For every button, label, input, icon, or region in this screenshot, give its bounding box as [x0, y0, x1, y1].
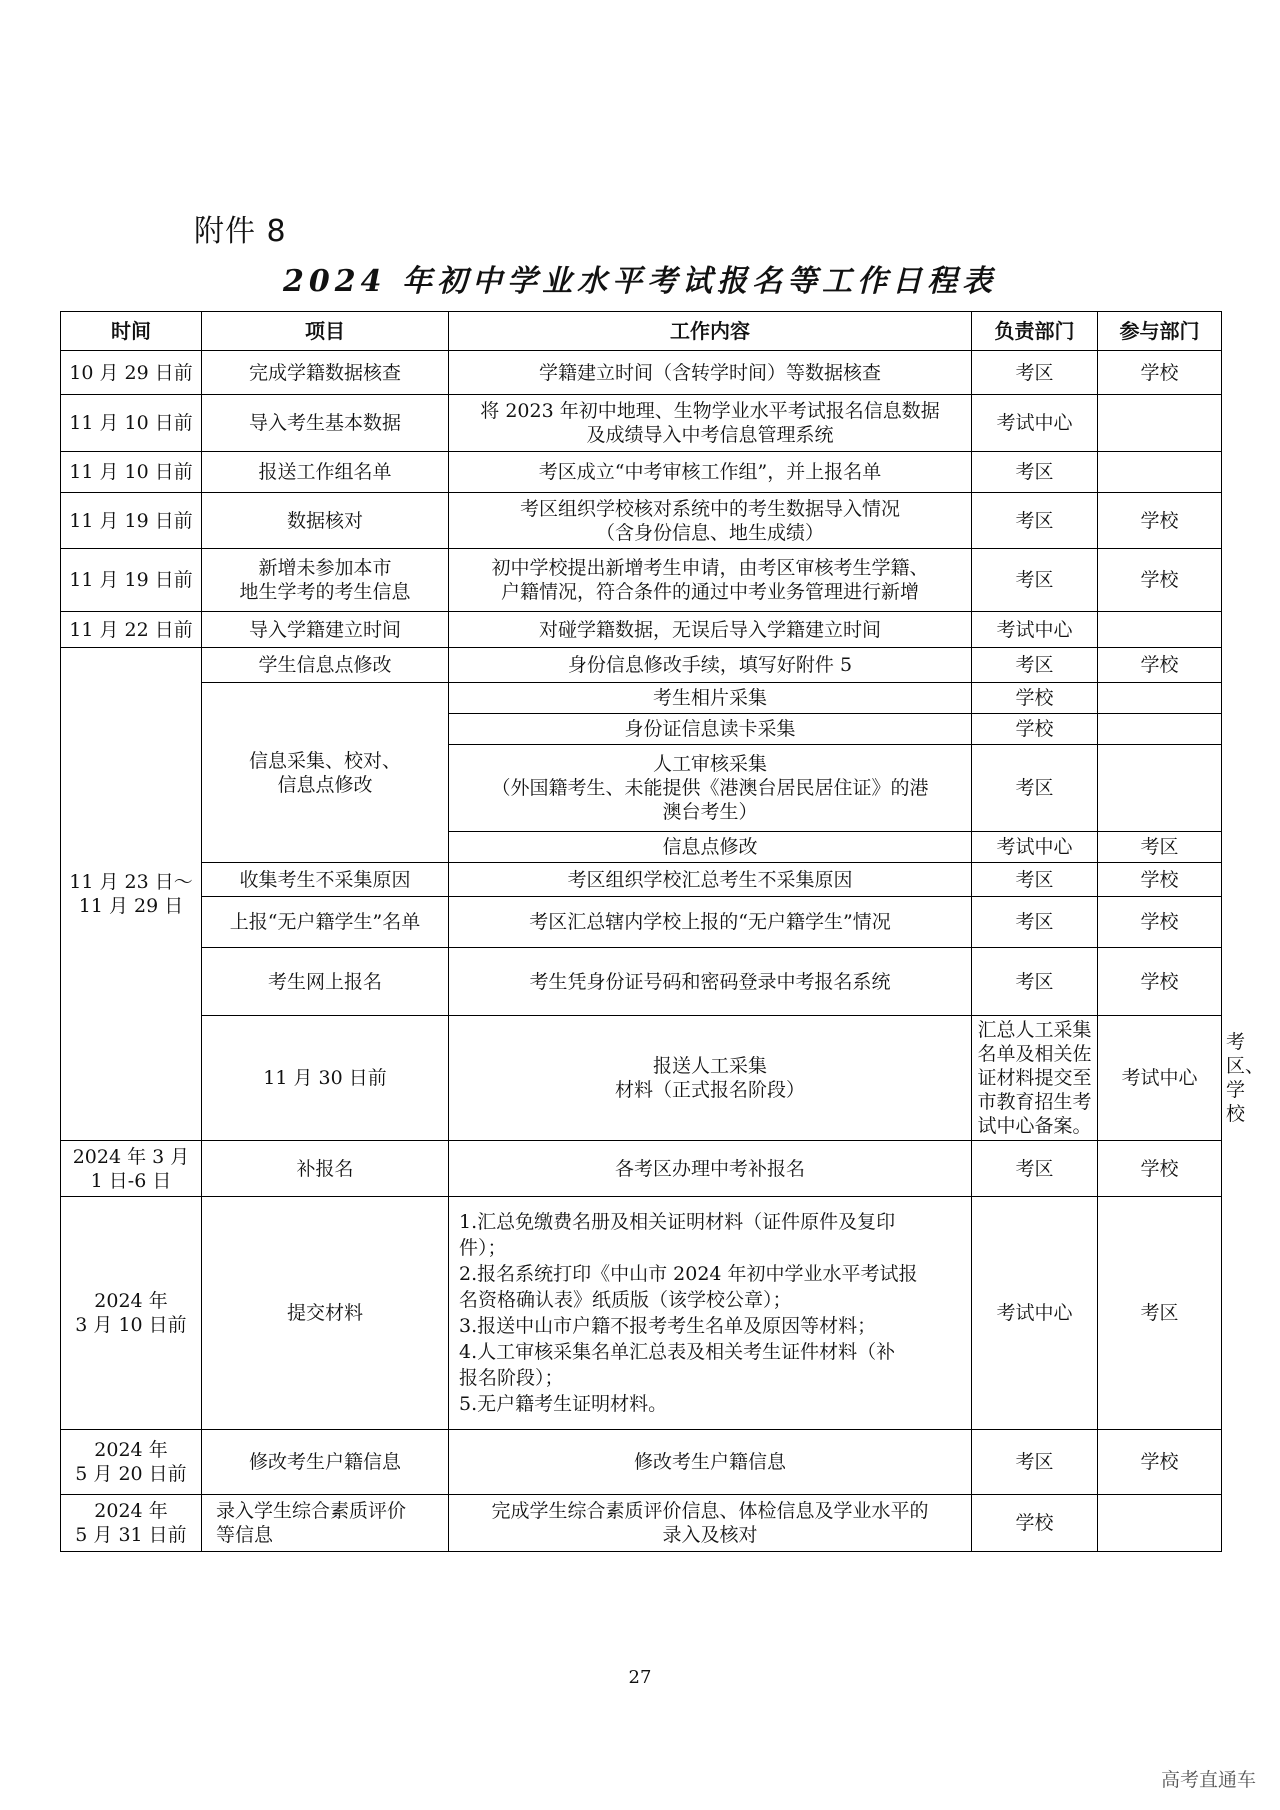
content-cell: 对碰学籍数据，无误后导入学籍建立时间 — [449, 612, 972, 648]
item-line: 录入学生综合素质评价 — [216, 1500, 407, 1522]
schedule-table — [60, 311, 1265, 1552]
content-cell — [972, 1016, 1098, 1141]
content-line: 市教育招生考试中心备案。 — [977, 1091, 1092, 1137]
lead-dept-cell: 考试中心 — [972, 612, 1098, 648]
content-cell: 信息点修改 — [449, 832, 972, 863]
lead-dept-cell: 考区 — [972, 948, 1098, 1016]
lead-dept-cell: 考试中心 — [972, 1197, 1098, 1430]
lead-dept-cell: 考区 — [972, 549, 1098, 612]
list-line: 4.人工审核采集名单汇总表及相关考生证件材料（补 — [459, 1341, 896, 1363]
content-cell — [449, 493, 972, 549]
content-cell — [449, 1495, 972, 1552]
content-cell: 考区成立“中考审核工作组”，并上报名单 — [449, 452, 972, 493]
time-line: 3 月 10 日前 — [75, 1314, 187, 1336]
content-line: 户籍情况，符合条件的通过中考业务管理进行新增 — [500, 581, 919, 603]
time-cell: 10 月 29 日前 — [61, 351, 202, 395]
part-dept-cell: 学校 — [1098, 648, 1222, 683]
content-cell: 考生相片采集 — [449, 683, 972, 714]
part-dept-cell: 学校 — [1098, 948, 1222, 1016]
part-dept-cell — [1098, 395, 1222, 452]
time-cell — [61, 1430, 202, 1495]
part-dept-cell — [1098, 745, 1222, 832]
part-dept-cell: 学校 — [1098, 493, 1222, 549]
table-row — [61, 648, 1222, 683]
lead-dept-cell: 考区 — [972, 863, 1098, 897]
header-time: 时间 — [61, 312, 202, 351]
table-row — [61, 863, 1222, 897]
part-dept-cell: 学校 — [1098, 351, 1222, 395]
table-row — [61, 1430, 1222, 1495]
lead-dept-cell: 考区 — [972, 1430, 1098, 1495]
time-cell — [61, 1495, 202, 1552]
list-line: 件）； — [459, 1237, 507, 1259]
content-cell: 考区汇总辖内学校上报的“无户籍学生”情况 — [449, 897, 972, 948]
lead-dept-cell: 考区 — [972, 1141, 1098, 1197]
lead-dept-cell: 考试中心 — [972, 832, 1098, 863]
table-row — [61, 1141, 1222, 1197]
content-cell — [449, 395, 972, 452]
part-dept-cell — [1098, 714, 1222, 745]
content-cell: 修改考生户籍信息 — [449, 1430, 972, 1495]
lead-dept-cell: 考试中心 — [972, 395, 1098, 452]
part-dept-cell — [1098, 1495, 1222, 1552]
lead-dept-cell: 考区 — [972, 351, 1098, 395]
item-cell — [202, 683, 449, 863]
table-row — [61, 1197, 1222, 1430]
time-cell-group — [61, 648, 202, 1141]
lead-dept-cell: 考区 — [972, 493, 1098, 549]
content-line: 初中学校提出新增考生申请，由考区审核考生学籍、 — [491, 557, 929, 579]
lead-dept-cell: 考区 — [972, 452, 1098, 493]
part-dept-cell: 学校 — [1098, 863, 1222, 897]
table-row — [61, 948, 1222, 1016]
content-line: 完成学生综合素质评价信息、体检信息及学业水平的 — [491, 1500, 929, 1522]
item-cell: 上报“无户籍学生”名单 — [202, 897, 449, 948]
lead-dept-cell: 考区 — [972, 897, 1098, 948]
part-dept-cell: 学校 — [1098, 1141, 1222, 1197]
watermark-text: 高考直通车 — [1160, 1769, 1256, 1791]
item-line: 地生学考的考生信息 — [239, 581, 411, 603]
item-cell: 导入考生基本数据 — [202, 395, 449, 452]
content-line: 澳台考生） — [662, 801, 758, 823]
table-row — [61, 395, 1222, 452]
list-line: 5.无户籍考生证明材料。 — [459, 1393, 668, 1415]
document-title: 2024 年初中学业水平考试报名等工作日程表 — [283, 264, 997, 299]
page-number: 27 — [628, 1667, 652, 1688]
time-cell: 11 月 19 日前 — [61, 493, 202, 549]
time-line: 5 月 31 日前 — [75, 1524, 187, 1546]
time-line: 5 月 20 日前 — [75, 1463, 187, 1485]
table-row — [61, 683, 1222, 714]
list-line: 1.汇总免缴费名册及相关证明材料（证件原件及复印 — [459, 1211, 896, 1233]
content-cell — [449, 745, 972, 832]
content-cell: 学籍建立时间（含转学时间）等数据核查 — [449, 351, 972, 395]
table-row — [61, 897, 1222, 948]
part-dept-cell — [1098, 612, 1222, 648]
lead-dept-cell: 学校 — [972, 1495, 1098, 1552]
content-cell-list — [449, 1197, 972, 1430]
table-row — [61, 1495, 1222, 1552]
item-line: 信息采集、校对、 — [248, 749, 401, 772]
list-line: 2.报名系统打印《中山市 2024 年初中学业水平考试报 — [459, 1263, 918, 1285]
lead-dept-cell: 学校 — [972, 683, 1098, 714]
part-dept-cell — [1098, 452, 1222, 493]
item-cell — [202, 1495, 449, 1552]
time-line: 11 月 23 日～ — [69, 871, 193, 893]
time-line: 1 日-6 日 — [90, 1169, 172, 1192]
part-dept-cell — [1098, 683, 1222, 714]
item-cell: 收集考生不采集原因 — [202, 863, 449, 897]
item-line: 等信息 — [216, 1524, 274, 1546]
header-row — [61, 312, 1222, 351]
time-cell: 11 月 22 日前 — [61, 612, 202, 648]
content-line: 人工审核采集 — [652, 753, 767, 775]
table-row — [61, 493, 1222, 549]
item-cell: 报送工作组名单 — [202, 452, 449, 493]
time-cell — [61, 1197, 202, 1430]
header-part-dept: 参与部门 — [1098, 312, 1222, 351]
item-cell: 导入学籍建立时间 — [202, 612, 449, 648]
content-line: 及成绩导入中考信息管理系统 — [586, 424, 834, 446]
header-lead-dept: 负责部门 — [972, 312, 1098, 351]
time-cell: 11 月 30 日前 — [202, 1016, 449, 1141]
table-row — [61, 452, 1222, 493]
part-dept-cell: 考区 — [1098, 832, 1222, 863]
content-cell: 身份信息修改手续，填写好附件 5 — [449, 648, 972, 683]
part-dept-cell: 学校 — [1098, 1430, 1222, 1495]
time-cell: 11 月 19 日前 — [61, 549, 202, 612]
item-cell: 提交材料 — [202, 1197, 449, 1430]
content-cell: 考区组织学校汇总考生不采集原因 — [449, 863, 972, 897]
time-line: 2024 年 — [94, 1500, 168, 1522]
content-cell: 考生凭身份证号码和密码登录中考报名系统 — [449, 948, 972, 1016]
content-line: （含身份信息、地生成绩） — [595, 521, 824, 544]
content-line: 将 2023 年初中地理、生物学业水平考试报名信息数据 — [480, 400, 940, 422]
part-dept-cell: 考区 — [1098, 1197, 1222, 1430]
table-row — [61, 612, 1222, 648]
item-cell: 考生网上报名 — [202, 948, 449, 1016]
table-row — [61, 351, 1222, 395]
item-line: 报送人工采集 — [652, 1055, 767, 1077]
time-line: 11 月 29 日 — [78, 895, 184, 917]
item-line: 信息点修改 — [277, 773, 373, 796]
item-cell: 学生信息点修改 — [202, 648, 449, 683]
list-line: 名资格确认表》纸质版（该学校公章）； — [459, 1289, 792, 1311]
lead-dept-cell: 考区 — [972, 745, 1098, 832]
header-content: 工作内容 — [449, 312, 972, 351]
table-row: 11 月 30 日前 报送人工采集 材料（正式报名阶段） 汇总人工采集名单及相关佐证材料提交至 市教育招生考试中心备案。 考试中心 考区、学校 — [61, 1016, 1222, 1141]
item-cell: 补报名 — [202, 1141, 449, 1197]
content-cell — [449, 549, 972, 612]
content-line: 汇总人工采集名单及相关佐证材料提交至 — [977, 1019, 1092, 1089]
table-row — [61, 549, 1222, 612]
time-line: 2024 年 — [94, 1290, 168, 1312]
item-cell — [449, 1016, 972, 1141]
content-line: 考区组织学校核对系统中的考生数据导入情况 — [519, 497, 900, 520]
list-line: 3.报送中山市户籍不报考考生名单及原因等材料； — [459, 1315, 877, 1337]
time-line: 2024 年 — [94, 1439, 168, 1461]
part-dept-cell: 学校 — [1098, 549, 1222, 612]
lead-dept-cell: 学校 — [972, 714, 1098, 745]
lead-dept-cell: 考区 — [972, 648, 1098, 683]
content-line: 录入及核对 — [662, 1524, 758, 1546]
attachment-label: 附件 8 — [194, 214, 287, 249]
content-line: （外国籍考生、未能提供《港澳台居民居住证》的港 — [491, 777, 929, 799]
content-cell: 各考区办理中考补报名 — [449, 1141, 972, 1197]
part-dept-cell: 学校 — [1098, 897, 1222, 948]
item-cell: 完成学籍数据核查 — [202, 351, 449, 395]
item-line: 材料（正式报名阶段） — [614, 1079, 805, 1101]
time-cell — [61, 1141, 202, 1197]
item-cell: 数据核对 — [202, 493, 449, 549]
header-item: 项目 — [202, 312, 449, 351]
list-line: 报名阶段）； — [459, 1367, 564, 1389]
content-cell: 身份证信息读卡采集 — [449, 714, 972, 745]
item-line: 新增未参加本市 — [258, 557, 392, 579]
time-line: 2024 年 3 月 — [72, 1145, 190, 1168]
time-cell: 11 月 10 日前 — [61, 452, 202, 493]
time-cell: 11 月 10 日前 — [61, 395, 202, 452]
item-cell: 修改考生户籍信息 — [202, 1430, 449, 1495]
lead-dept-cell: 考试中心 — [1098, 1016, 1222, 1141]
item-cell — [202, 549, 449, 612]
